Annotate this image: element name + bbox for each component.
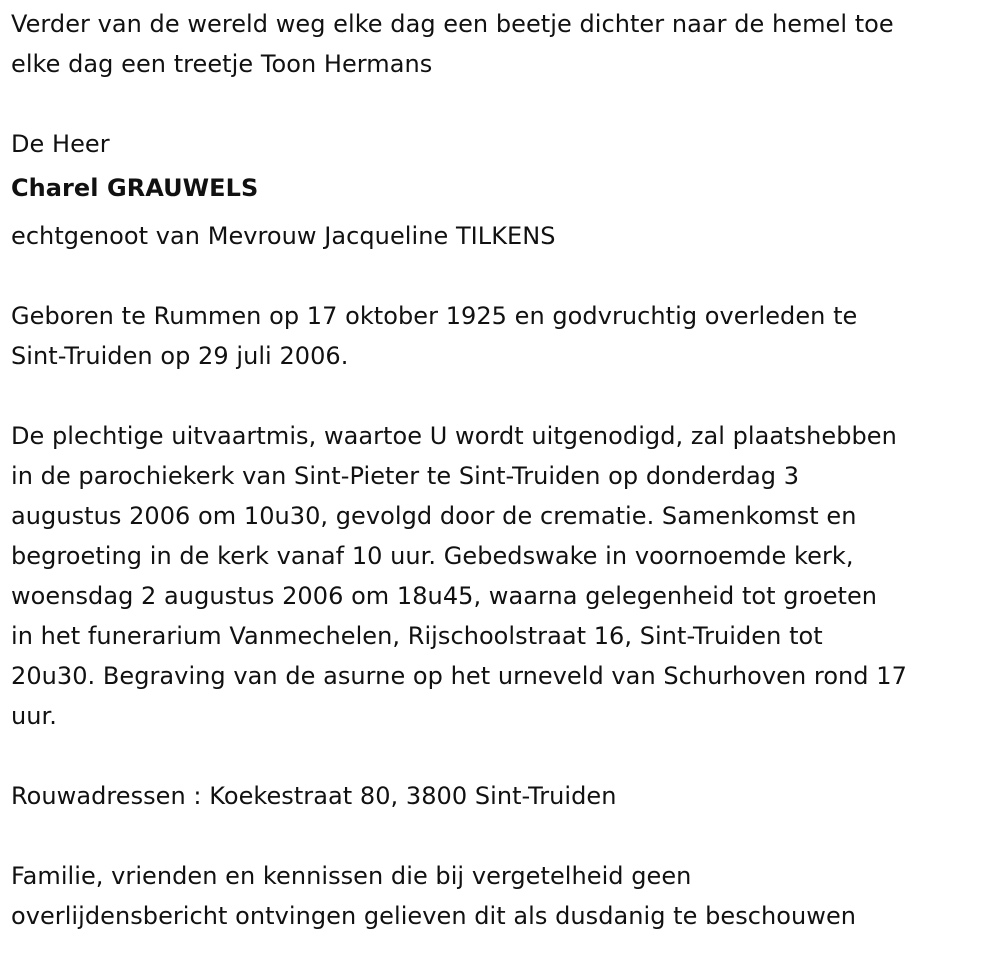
closing-block bbox=[11, 856, 995, 936]
ceremony-line: begroeting in de kerk vanaf 10 uur. Gebedswake in voornoemde kerk, bbox=[11, 542, 854, 570]
spacer bbox=[11, 84, 995, 124]
spacer bbox=[11, 376, 995, 416]
ceremony-block bbox=[11, 416, 995, 736]
deceased-name: Charel GRAUWELS bbox=[11, 174, 259, 202]
ceremony-line: woensdag 2 augustus 2006 om 18u45, waarna gelegenheid tot groeten bbox=[11, 582, 878, 610]
spacer bbox=[11, 256, 995, 296]
ceremony-line: uur. bbox=[11, 702, 57, 730]
birth-death-block bbox=[11, 296, 995, 376]
quote-block bbox=[11, 4, 995, 84]
spacer bbox=[11, 816, 995, 856]
spacer bbox=[11, 736, 995, 776]
spouse-line: echtgenoot van Mevrouw Jacqueline TILKENS bbox=[11, 222, 556, 250]
birth-death-line: Geboren te Rummen op 17 oktober 1925 en godvruchtig overleden te bbox=[11, 302, 858, 330]
ceremony-line: in het funerarium Vanmechelen, Rijschoolstraat 16, Sint-Truiden tot bbox=[11, 622, 823, 650]
ceremony-line: augustus 2006 om 10u30, gevolgd door de crematie. Samenkomst en bbox=[11, 502, 857, 530]
closing-line: Familie, vrienden en kennissen die bij vergetelheid geen bbox=[11, 862, 692, 890]
ceremony-line: 20u30. Begraving van de asurne op het urneveld van Schurhoven rond 17 bbox=[11, 662, 907, 690]
quote-line: Verder van de wereld weg elke dag een beetje dichter naar de hemel toe bbox=[11, 10, 894, 38]
mourning-address: Rouwadressen : Koekestraat 80, 3800 Sint-Truiden bbox=[11, 782, 617, 810]
obituary-document bbox=[11, 4, 995, 936]
ceremony-line: De plechtige uitvaartmis, waartoe U wordt uitgenodigd, zal plaatshebben bbox=[11, 422, 897, 450]
birth-death-line: Sint-Truiden op 29 juli 2006. bbox=[11, 342, 349, 370]
closing-line: overlijdensbericht ontvingen gelieven dit als dusdanig te beschouwen bbox=[11, 902, 857, 930]
quote-line: elke dag een treetje Toon Hermans bbox=[11, 50, 433, 78]
ceremony-line: in de parochiekerk van Sint-Pieter te Sint-Truiden op donderdag 3 bbox=[11, 462, 800, 490]
salutation: De Heer bbox=[11, 130, 110, 158]
